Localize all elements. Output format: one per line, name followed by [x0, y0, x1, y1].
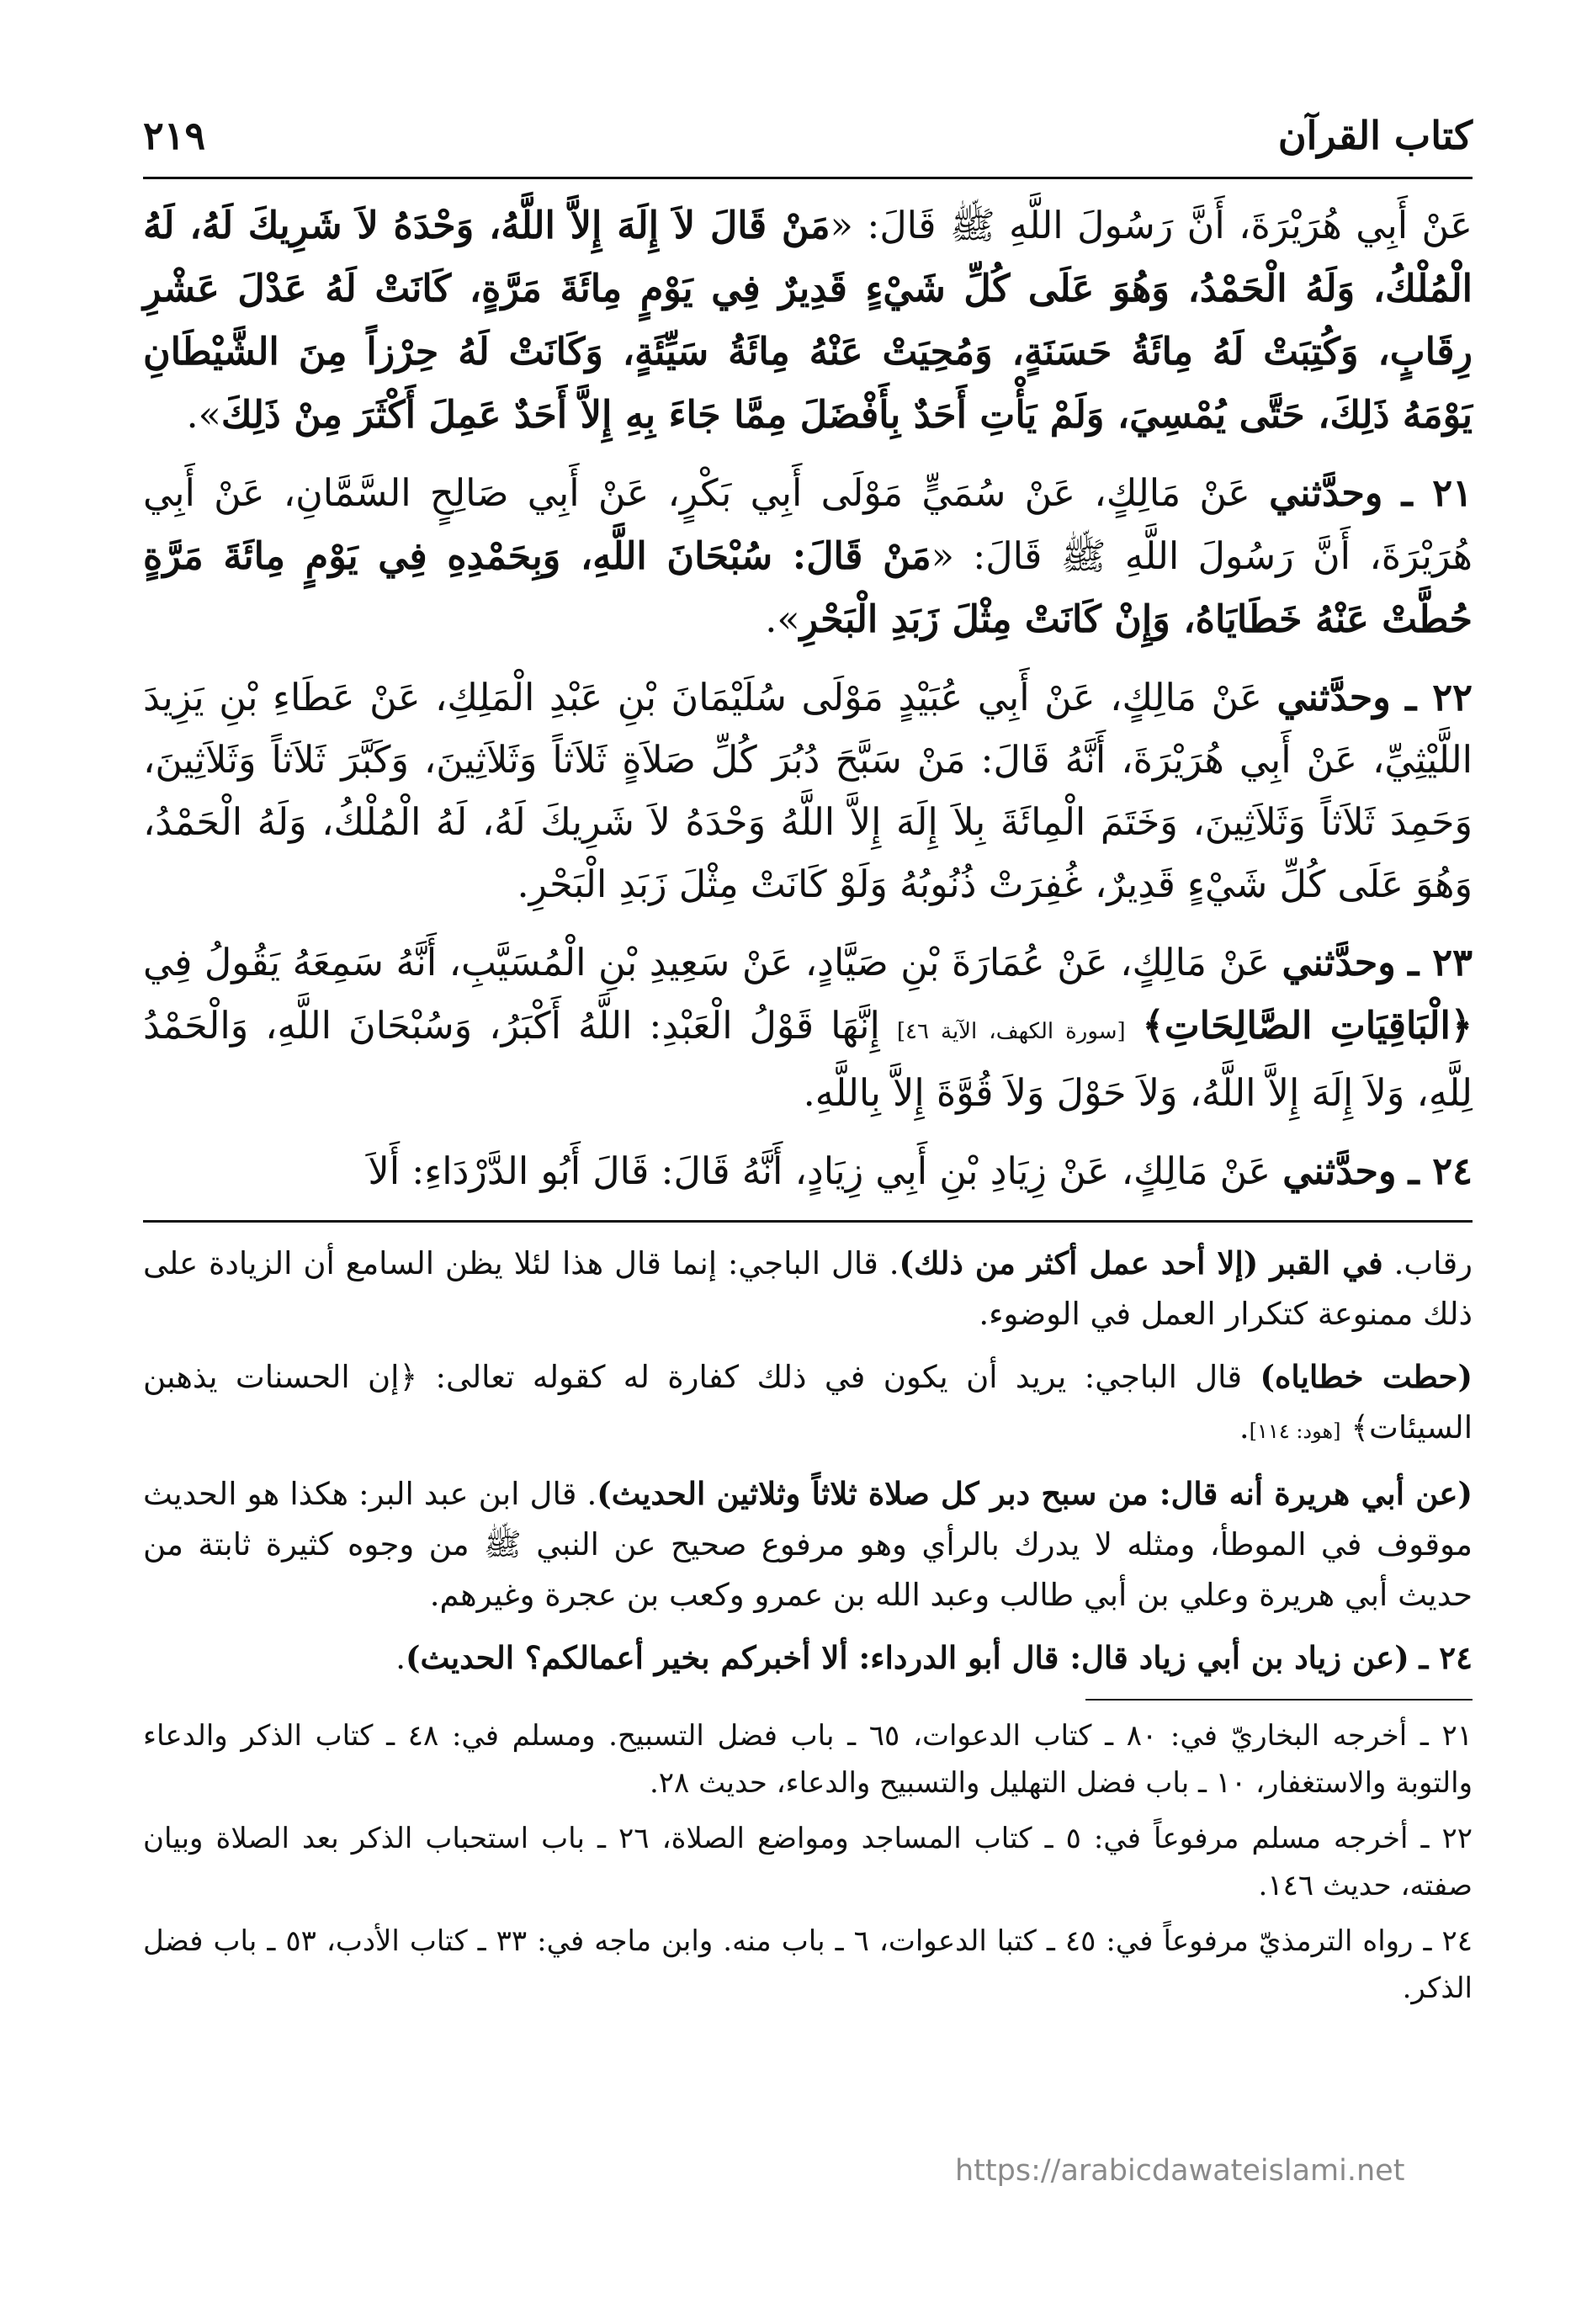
hadith-body: إِنَّهَا قَوْلُ الْعَبْدِ: اللَّهُ أَكْبَرُ، وَسُبْحَانَ اللَّهِ، وَالْحَمْدُ لِلَّهِ، وَلاَ إِلَهَ إِلاَّ اللَّهُ، وَلاَ حَوْلَ وَلاَ قُوَّةَ إِلاَّ بِاللَّهِ.	[143, 1005, 1473, 1115]
commentary-paragraph	[143, 1351, 1473, 1456]
page-header	[143, 109, 1473, 179]
page-number: ٢١٩	[143, 113, 206, 158]
closing-quote: ».	[765, 598, 800, 641]
footnote: ٢٢ ـ أخرجه مسلم مرفوعاً في: ٥ ـ كتاب المساجد ومواضع الصلاة، ٢٦ ـ باب استحباب الذكر بعد الصلاة وبيان صفته، حديث ١٤٦.	[143, 1822, 1473, 1902]
hadith-number: ٢٢ ـ	[1405, 676, 1473, 719]
surah-citation: [سورة الكهف، الآية ٤٦]	[896, 1019, 1126, 1044]
commentary-text: رقاب.	[1393, 1245, 1473, 1281]
footnote: ٢٤ ـ رواه الترمذيّ مرفوعاً في: ٤٥ ـ كتبا الدعوات، ٦ ـ باب منه. وابن ماجه في: ٣٣ ـ كتاب الأدب، ٥٣ ـ باب فضل الذكر.	[143, 1924, 1473, 2005]
chapter-title: كتاب القرآن	[1277, 113, 1473, 158]
hadith-number: ٢٤ ـ	[1419, 1639, 1473, 1676]
surah-citation: [هود: ١١٤]	[1249, 1419, 1341, 1443]
hadith-matn: مَنْ قَالَ: سُبْحَانَ اللَّهِ، وَبِحَمْدِهِ فِي يَوْمٍ مِائَةَ مَرَّةٍ حُطَّتْ عَنْهُ خَطَايَاهُ، وَإِنْ كَانَتْ مِثْلَ زَبَدِ الْبَحْرِ	[143, 534, 1473, 641]
quran-quote: ﴿الْبَاقِيَاتِ الصَّالِحَاتِ﴾	[1142, 1004, 1473, 1048]
hadith-paragraph	[143, 462, 1473, 651]
commentary-text: . قال ابن عبد البر: هكذا هو الحديث موقوف في الموطأ، ومثله لا يدرك بالرأي وهو مرفوع صحيح عن النبي ﷺ من وجوه كثيرة ثابتة من حديث أبي هريرة وعلي بن أبي طالب وعبد الله بن عمرو وكعب بن عجرة وغيرهم.	[143, 1476, 1473, 1613]
commentary-text: قال الباجي: يريد أن يكون في ذلك كفارة له كقوله تعالى: ﴿إن الحسنات يذهبن السيئات﴾	[143, 1359, 1473, 1446]
commentary-lemma: (عن زياد بن أبي زياد قال: قال أبو الدرداء: ألا أخبركم بخير أعمالكم؟ الحديث)	[406, 1639, 1409, 1676]
hadith-paragraph	[143, 1140, 1473, 1203]
narration-keyword: وحدَّثني	[1282, 941, 1396, 984]
hadith-chain: عَنْ مَالِكٍ، عَنْ عُمَارَةَ بْنِ صَيَّادٍ، عَنْ سَعِيدِ بْنِ الْمُسَيَّبِ، أَنَّهُ سَمِعَهُ يَقُولُ فِي	[143, 942, 1270, 984]
commentary-text: .	[1239, 1409, 1250, 1446]
hadith-body: عَنْ مَالِكٍ، عَنْ أَبِي عُبَيْدٍ مَوْلَى سُلَيْمَانَ بْنِ عَبْدِ الْمَلِكِ، عَنْ عَطَاءِ بْنِ يَزِيدَ اللَّيْثِيِّ، عَنْ أَبِي هُرَيْرَةَ، أَنَّهُ قَالَ: مَنْ سَبَّحَ دُبُرَ كُلِّ صَلاَةٍ ثَلاَثاً وَثَلاَثِينَ، وَكَبَّرَ ثَلاَثاً وَثَلاَثِينَ، وَحَمِدَ ثَلاَثاً وَثَلاَثِينَ، وَخَتَمَ الْمِائَةَ بِلاَ إِلَهَ إِلاَّ اللَّهُ وَحْدَهُ لاَ شَرِيكَ لَهُ، لَهُ الْمُلْكُ، وَلَهُ الْحَمْدُ، وَهُوَ عَلَى كُلِّ شَيْءٍ قَدِيرٌ، غُفِرَتْ ذُنُوبُهُ وَلَوْ كَانَتْ مِثْلَ زَبَدِ الْبَحْرِ.	[143, 677, 1473, 906]
commentary-paragraph	[143, 1632, 1473, 1684]
hadith-paragraph	[143, 666, 1473, 916]
hadith-number: ٢٤ ـ	[1408, 1149, 1473, 1193]
footnotes-section	[143, 1712, 1473, 2012]
hadith-paragraph	[143, 194, 1473, 447]
website-watermark: https://arabicdawateislami.net	[955, 2154, 1405, 2188]
commentary-lemma: (عن أبي هريرة أنه قال: من سبح دبر كل صلاة ثلاثاً وثلاثين الحديث)	[597, 1475, 1473, 1512]
hadith-text	[143, 194, 1473, 1203]
commentary-lemma: في القبر (إلا أحد عمل أكثر من ذلك)	[899, 1244, 1383, 1281]
footnote-divider	[1085, 1699, 1473, 1701]
commentary-text: . قال الباجي: إنما قال هذا لئلا يظن السامع أن الزيادة على ذلك ممنوعة كتكرار العمل في الوضوء.	[143, 1245, 1473, 1332]
commentary-paragraph	[143, 1468, 1473, 1621]
hadith-body: عَنْ مَالِكٍ، عَنْ زِيَادِ بْنِ أَبِي زِيَادٍ، أَنَّهُ قَالَ: قَالَ أَبُو الدَّرْدَاءِ: أَلاَ	[368, 1150, 1271, 1193]
commentary-lemma: (حطت خطاياه)	[1260, 1358, 1473, 1395]
footnote: ٢١ ـ أخرجه البخاريّ في: ٨٠ ـ كتاب الدعوات، ٦٥ ـ باب فضل التسبيح. ومسلم في: ٤٨ ـ كتاب الذكر والدعاء والتوبة والاستغفار، ١٠ ـ باب فضل التهليل والتسبيح والدعاء، حديث ٢٨.	[143, 1719, 1473, 1800]
hadith-chain: عَنْ مَالِكٍ، عَنْ سُمَيٍّ مَوْلَى أَبِي بَكْرٍ، عَنْ أَبِي صَالِحٍ السَّمَّانِ، عَنْ أَبِي هُرَيْرَةَ، أَنَّ رَسُولَ اللَّهِ ﷺ قَالَ: «	[143, 472, 1473, 578]
hadith-number: ٢٣ ـ	[1408, 941, 1473, 984]
commentary-section	[143, 1238, 1473, 1684]
hadith-chain: عَنْ أَبِي هُرَيْرَةَ، أَنَّ رَسُولَ اللَّهِ ﷺ قَالَ: «	[830, 204, 1473, 247]
commentary-text: .	[395, 1640, 406, 1676]
commentary-paragraph	[143, 1238, 1473, 1340]
narration-keyword: وحدَّثني	[1269, 471, 1383, 515]
section-divider	[143, 1220, 1473, 1223]
hadith-number: ٢١ ـ	[1401, 471, 1473, 515]
closing-quote: ».	[186, 394, 221, 437]
hadith-paragraph	[143, 931, 1473, 1125]
narration-keyword: وحدَّثني	[1282, 1149, 1397, 1193]
book-page	[143, 109, 1473, 2020]
hadith-matn: مَنْ قَالَ لاَ إِلَهَ إِلاَّ اللَّهُ، وَحْدَهُ لاَ شَرِيكَ لَهُ، لَهُ الْمُلْكُ، وَلَهُ الْحَمْدُ، وَهُوَ عَلَى كُلِّ شَيْءٍ قَدِيرٌ فِي يَوْمٍ مِائَةَ مَرَّةٍ، كَانَتْ لَهُ عَدْلَ عَشْرِ رِقَابٍ، وَكُتِبَتْ لَهُ مِائَةُ حَسَنَةٍ، وَمُحِيَتْ عَنْهُ مِائَةُ سَيِّئَةٍ، وَكَانَتْ لَهُ حِرْزاً مِنَ الشَّيْطَانِ يَوْمَهُ ذَلِكَ، حَتَّى يُمْسِيَ، وَلَمْ يَأْتِ أَحَدٌ بِأَفْضَلَ مِمَّا جَاءَ بِهِ إِلاَّ أَحَدٌ عَمِلَ أَكْثَرَ مِنْ ذَلِكَ	[143, 204, 1473, 437]
narration-keyword: وحدَّثني	[1276, 676, 1391, 719]
